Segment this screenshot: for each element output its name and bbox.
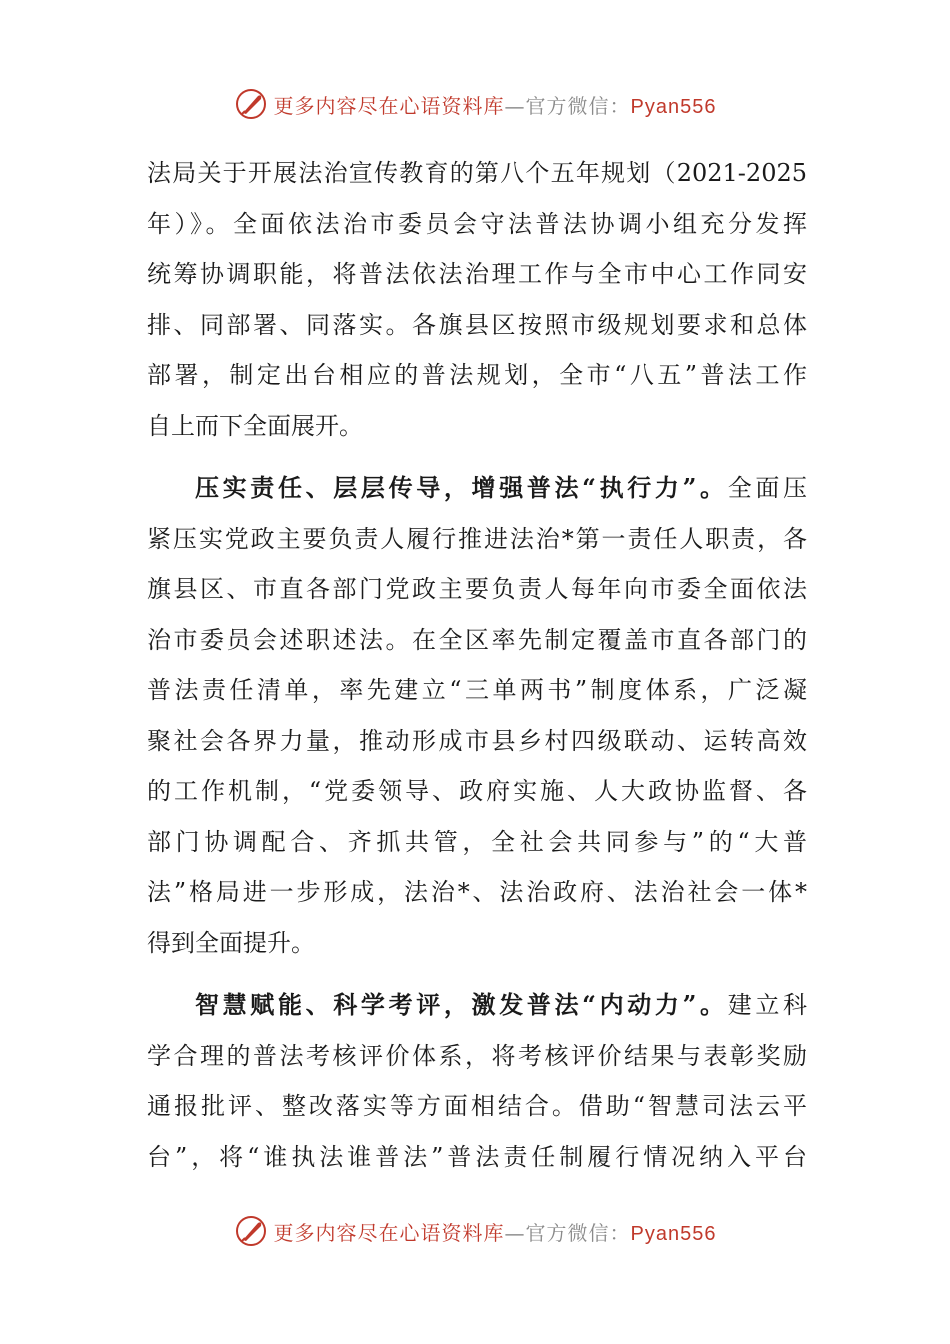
banner-text bbox=[274, 90, 717, 119]
text-line bbox=[147, 980, 807, 1031]
text-line: 自上而下全面展开。 bbox=[147, 411, 363, 440]
banner-sub: 官方微信： bbox=[525, 93, 631, 118]
paragraph-3 bbox=[147, 980, 807, 1182]
text-line: 的工作机制，“党委领导、政府实施、人大政协监督、各 bbox=[147, 777, 807, 805]
text-line: 旗县区、市直各部门党政主要负责人每年向市委全面依法 bbox=[147, 575, 807, 603]
banner-title: 更多内容尽在心语资料库 bbox=[273, 93, 505, 118]
paragraph-1 bbox=[147, 148, 807, 451]
text-line: 法局关于开展法治宣传教育的第八个五年规划（2021-2025 bbox=[147, 159, 807, 187]
paragraph-heading: 智慧赋能、科学考评，激发普法“内动力”。 bbox=[195, 990, 728, 1019]
text-span: 全面压 bbox=[727, 474, 807, 502]
text-line: 统筹协调职能，将普法依法治理工作与全市中心工作同安 bbox=[147, 260, 807, 288]
text-line: 紧压实党政主要负责人履行推进法治*第一责任人职责，各 bbox=[147, 524, 807, 553]
text-line: 台”，将“谁执法谁普法”普法责任制履行情况纳入平台 bbox=[147, 1142, 807, 1171]
paragraph-2 bbox=[147, 463, 807, 968]
banner-text bbox=[274, 1217, 717, 1246]
document-body bbox=[147, 148, 807, 1182]
paragraph-heading: 压实责任、层层传导，增强普法“执行力”。 bbox=[195, 473, 728, 502]
quill-logo-icon bbox=[234, 87, 268, 121]
text-line: 排、同部署、同落实。各旗县区按照市级规划要求和总体 bbox=[147, 310, 807, 339]
text-line: 年）》。全面依法治市委员会守法普法协调小组充分发挥 bbox=[147, 209, 807, 238]
quill-logo-icon bbox=[234, 1214, 268, 1248]
banner-wechat: Pyan556 bbox=[630, 95, 717, 118]
text-line: 治市委员会述职述法。在全区率先制定覆盖市直各部门的 bbox=[147, 625, 807, 654]
banner-dash: — bbox=[504, 1220, 526, 1245]
text-line: 部门协调配合、齐抓共管，全社会共同参与”的“大普 bbox=[147, 827, 807, 856]
banner-sub: 官方微信： bbox=[525, 1220, 631, 1245]
header-banner bbox=[0, 84, 950, 124]
text-line: 法”格局进一步形成，法治*、法治政府、法治社会一体* bbox=[147, 878, 807, 906]
banner-wechat: Pyan556 bbox=[630, 1222, 717, 1245]
text-line: 通报批评、整改落实等方面相结合。借助“智慧司法云平 bbox=[147, 1092, 807, 1120]
text-line: 聚社会各界力量，推动形成市县乡村四级联动、运转高效 bbox=[147, 726, 807, 755]
text-line: 得到全面提升。 bbox=[147, 928, 315, 957]
text-line: 部署，制定出台相应的普法规划，全市“八五”普法工作 bbox=[147, 361, 807, 389]
text-line: 普法责任清单，率先建立“三单两书”制度体系，广泛凝 bbox=[147, 676, 807, 704]
banner-dash: — bbox=[504, 93, 526, 118]
text-line: 学合理的普法考核评价体系，将考核评价结果与表彰奖励 bbox=[147, 1041, 807, 1070]
text-line bbox=[147, 463, 807, 514]
banner-title: 更多内容尽在心语资料库 bbox=[273, 1220, 505, 1245]
footer-banner bbox=[0, 1211, 950, 1251]
text-span: 建立科 bbox=[727, 991, 807, 1019]
